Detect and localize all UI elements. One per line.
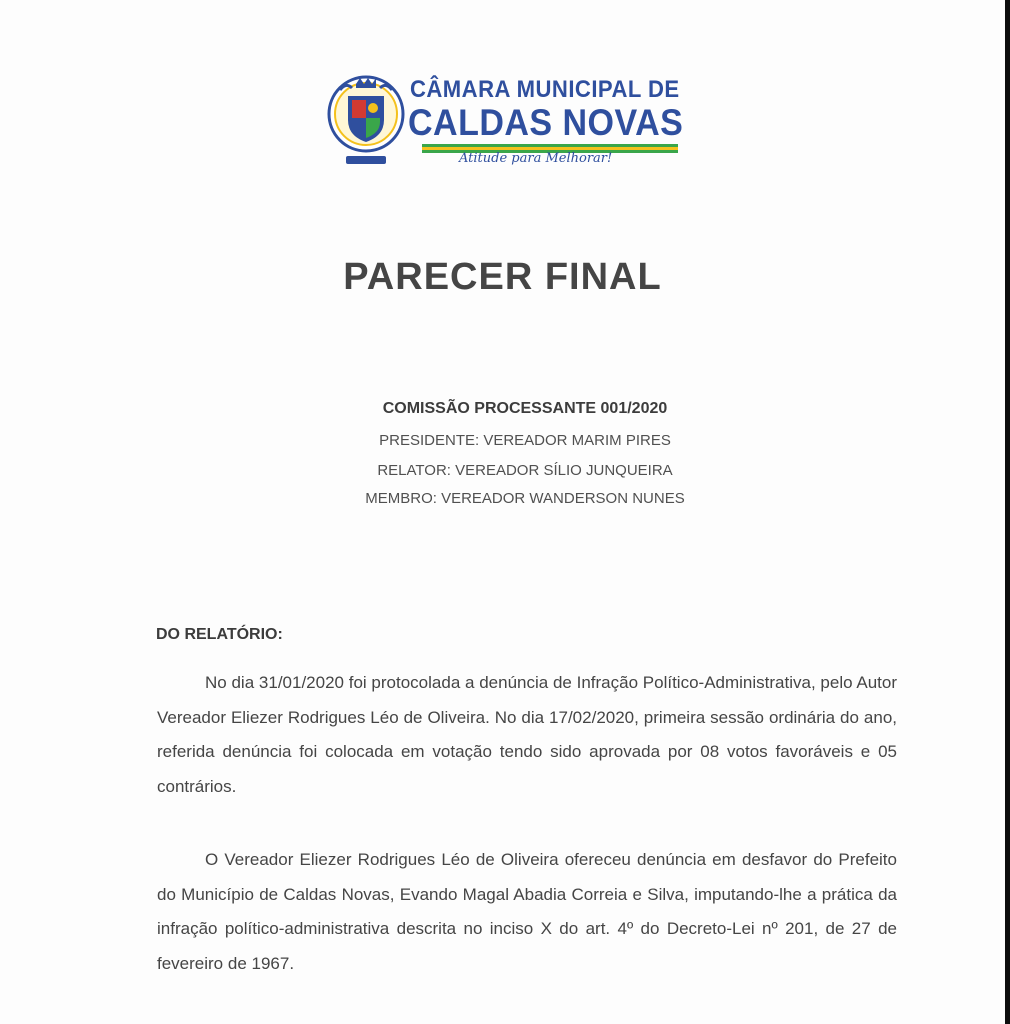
section-heading: DO RELATÓRIO: (156, 626, 283, 643)
municipal-seal-icon (326, 70, 406, 170)
logo-line-1: CÂMARA MUNICIPAL DE (410, 76, 680, 103)
letterhead (326, 68, 686, 172)
logo-line-2: CALDAS NOVAS (408, 102, 684, 143)
paragraph-2: O Vereador Eliezer Rodrigues Léo de Oliveira ofereceu denúncia em desfavor do Prefeito do Município de Caldas Novas, Evando Magal Abadia Correia e Silva, imputando-lhe a prática da infração político-administrativa descrita no inciso X do art. 4º do Decreto-Lei nº 201, de 27 de fevereiro de 1967. (157, 850, 897, 973)
committee-member: MEMBRO: VEREADOR WANDERSON NUNES (365, 490, 685, 507)
committee-rapporteur: RELATOR: VEREADOR SÍLIO JUNQUEIRA (377, 462, 673, 479)
committee-president: PRESIDENTE: VEREADOR MARIM PIRES (379, 432, 671, 449)
paragraph-1: No dia 31/01/2020 foi protocolada a denúncia de Infração Político-Administrativa, pelo Autor Vereador Eliezer Rodrigues Léo de Oliveira. No dia 17/02/2020, primeira sessão ordinária do ano, referida denúncia foi colocada em votação tendo sido aprovada por 08 votos favoráveis e 05 contrários. (157, 673, 897, 796)
committee-name: COMISSÃO PROCESSANTE 001/2020 (382, 400, 668, 417)
page-edge-shadow (1005, 0, 1010, 1024)
document-title: PARECER FINAL (343, 256, 662, 298)
logo-slogan: Atitude para Melhorar! (459, 151, 613, 166)
